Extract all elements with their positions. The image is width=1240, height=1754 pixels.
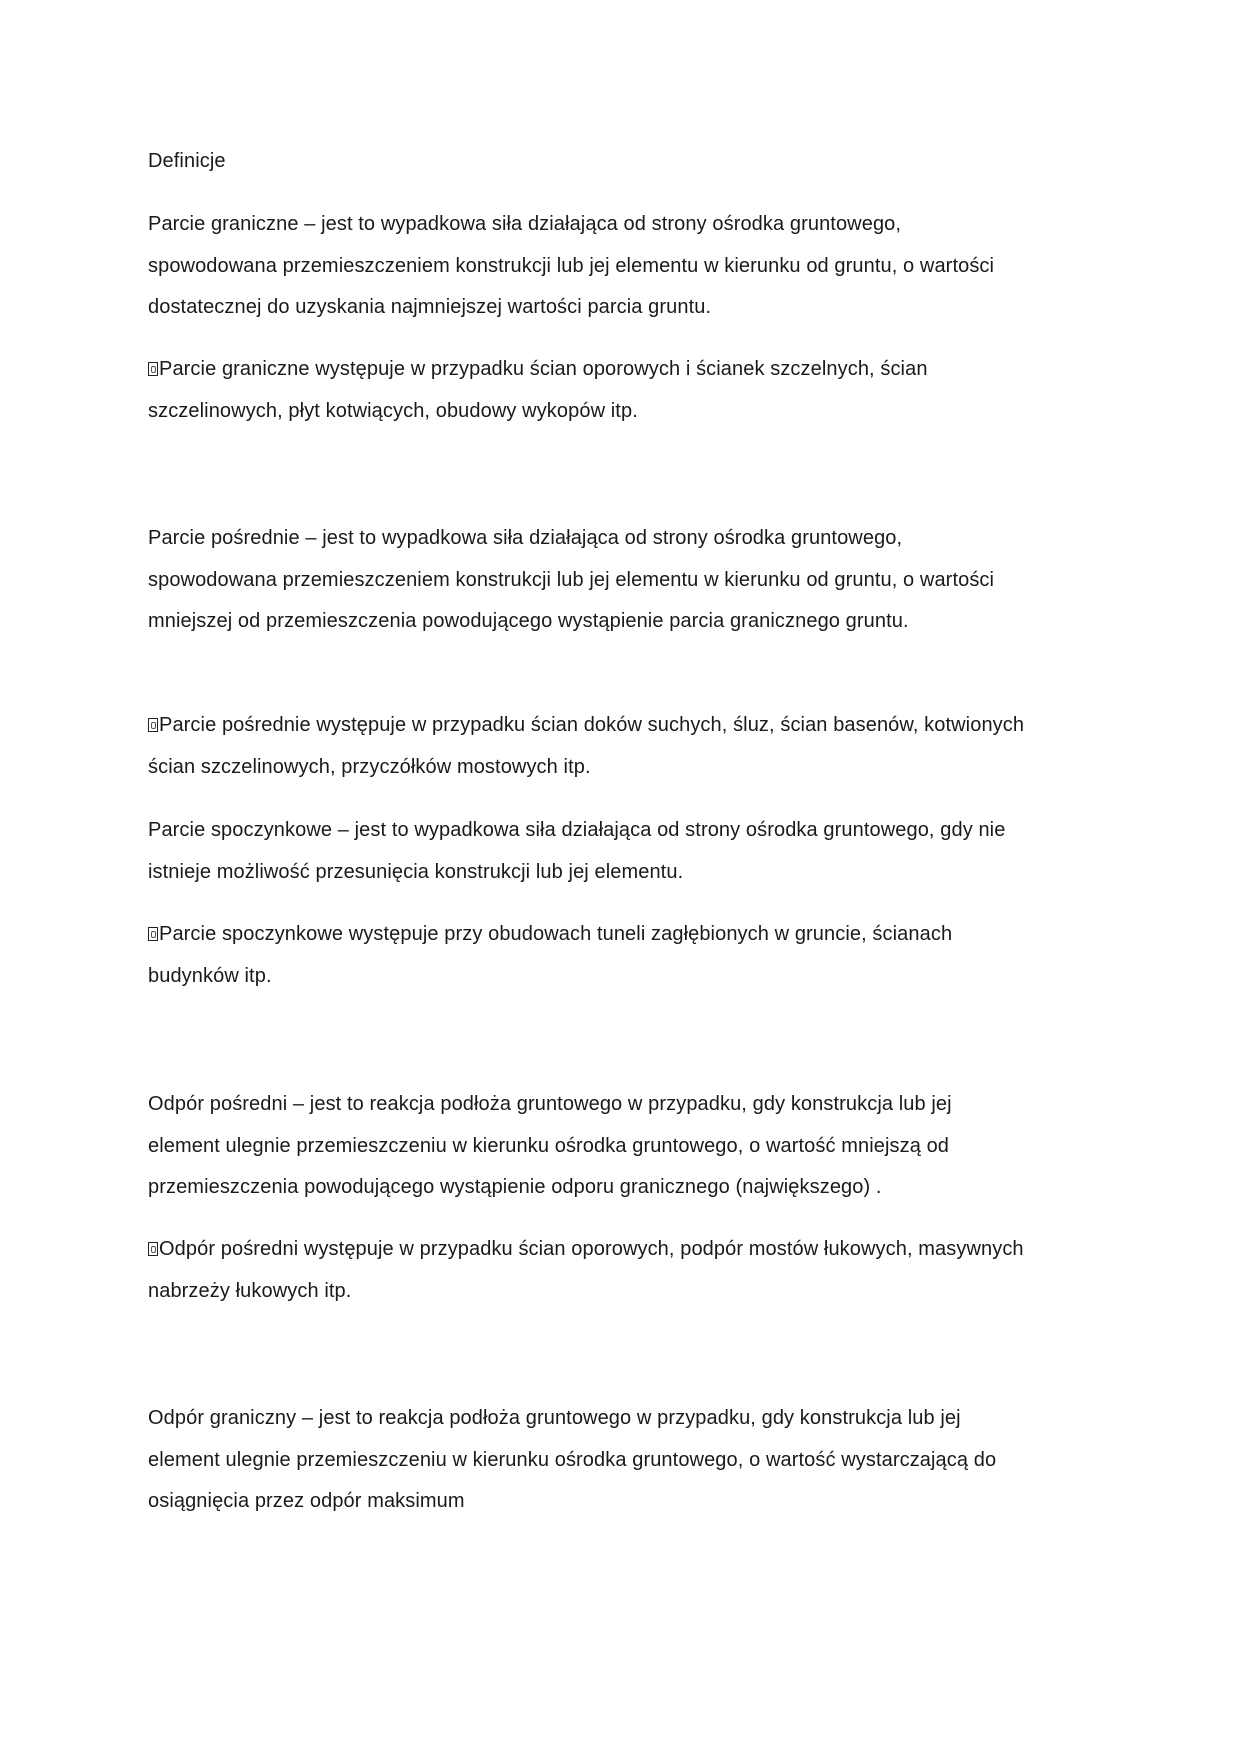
paragraph-odpor-posredni-usage (148, 1229, 1028, 1312)
missing-glyph-icon (148, 718, 158, 732)
missing-glyph-icon (148, 1242, 158, 1256)
paragraph-text: Parcie pośrednie występuje w przypadku ścian doków suchych, śluz, ścian basenów, kotwionych ścian szczelinowych, przyczółków mostowych itp. (148, 714, 1025, 778)
paragraph-parcie-graniczne-definition: Parcie graniczne – jest to wypadkowa siła działająca od strony ośrodka gruntowego, spowodowana przemieszczeniem konstrukcji lub jej elementu w kierunku od gruntu, o wartości dostatecznej do uzyskania najmniejszej wartości parcia gruntu. (148, 213, 995, 318)
missing-glyph-icon (148, 927, 158, 941)
paragraph-text: Parcie graniczne występuje w przypadku ścian oporowych i ścianek szczelnych, ścian szczelinowych, płyt kotwiących, obudowy wykopów itp. (148, 358, 928, 422)
paragraph-odpor-graniczny-definition: Odpór graniczny – jest to reakcja podłoża gruntowego w przypadku, gdy konstrukcja lub jej element ulegnie przemieszczeniu w kierunku ośrodka gruntowego, o wartość wystarczającą do osiągnięcia przez odpór maksimum (148, 1407, 997, 1512)
paragraph-odpor-posredni-definition: Odpór pośredni – jest to reakcja podłoża gruntowego w przypadku, gdy konstrukcja lub jej element ulegnie przemieszczeniu w kierunku ośrodka gruntowego, o wartość mniejszą od przemieszczenia powodującego wystąpienie odporu granicznego (największego) . (148, 1093, 952, 1198)
paragraph-parcie-posrednie-usage (148, 705, 1028, 788)
document-heading: Definicje (148, 150, 226, 172)
paragraph-parcie-spoczynkowe-definition: Parcie spoczynkowe – jest to wypadkowa siła działająca od strony ośrodka gruntowego, gdy nie istnieje możliwość przesunięcia konstrukcji lub jej elementu. (148, 819, 1006, 883)
paragraph-parcie-posrednie-definition: Parcie pośrednie – jest to wypadkowa siła działająca od strony ośrodka gruntowego, spowodowana przemieszczeniem konstrukcji lub jej elementu w kierunku od gruntu, o wartości mniejszej od przemieszczenia powodującego wystąpienie parcia granicznego gruntu. (148, 527, 995, 632)
paragraph-parcie-graniczne-usage (148, 349, 1028, 432)
paragraph-text: Odpór pośredni występuje w przypadku ścian oporowych, podpór mostów łukowych, masywnych nabrzeży łukowych itp. (148, 1238, 1024, 1302)
paragraph-text: Parcie spoczynkowe występuje przy obudowach tuneli zagłębionych w gruncie, ścianach budynków itp. (148, 923, 953, 987)
paragraph-parcie-spoczynkowe-usage (148, 914, 1028, 997)
missing-glyph-icon (148, 362, 158, 376)
